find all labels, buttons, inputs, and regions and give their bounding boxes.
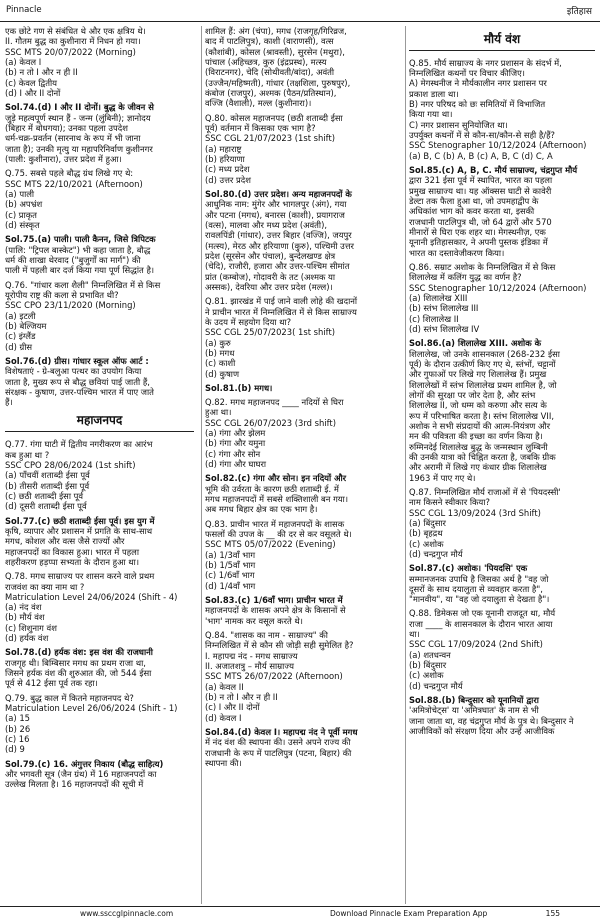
text-line: Q.78. मगध साम्राज्य पर शासन करने वाले प्रथम: [5, 571, 155, 582]
text-line: SSC CPO 28/06/2024 (1st shift): [5, 459, 136, 470]
text-line: Sol.88.(b) बिन्दुसार को यूनानियों द्वारा: [409, 695, 539, 706]
text-line: Sol.79.(c) 16. अंगुत्तर निकाय (बौद्ध साहित्य): [5, 758, 164, 769]
text-line: (b) न तो I और न ही II: [205, 692, 278, 703]
sol-79: [5, 759, 194, 790]
text-line: जिसने हर्यक वंश की शुरुआत की, जो 544 ईसा: [5, 668, 152, 679]
text-line: (a) बिंदुसार: [409, 517, 446, 528]
text-line: SSC MTS 26/07/2022 (Afternoon): [205, 671, 343, 682]
text-line: (विराटनगर), चेदि (सोथीवती/बांदा), अवंती: [205, 67, 335, 78]
text-line: (a) 1/3वाँ भाग: [205, 549, 256, 560]
text-line: (a) B, C (b) A, B (c) A, B, C (d) C, A: [409, 150, 553, 161]
text-line: SSC CGL 13/09/2024 (3rd Shift): [409, 507, 541, 518]
text-line: (a) महाराष्ट्र: [205, 143, 242, 154]
text-line: Q.85. मौर्य साम्राज्य के नगर प्रशासन के संदर्भ में,: [409, 57, 562, 68]
section-heading-mahajanapad: महाजनपद: [5, 413, 194, 432]
text-line: Sol.87.(c) अशोक। 'पियदसि' एक: [409, 563, 528, 574]
text-line: (c) शिलालेख II: [409, 313, 459, 324]
text-line: (b) 1/5वाँ भाग: [205, 560, 256, 571]
text-line: फसलों की उपज के __ की दर से कर वसूलते थे।: [205, 529, 352, 540]
footer-app-promo: Download Pinnacle Exam Preparation App: [330, 909, 488, 918]
text-line: (b) बिंदुसार: [409, 660, 447, 671]
section-heading-maurya: मौर्य वंश: [409, 32, 595, 51]
text-line: C) नगर प्रशासन सुनियोजित था।: [409, 119, 508, 130]
text-line: प्रांत (कम्बोज), गोदावरी के तट (अश्मक या: [205, 271, 336, 282]
text-line: (c) छठी शताब्दी ईसा पूर्व: [5, 490, 84, 501]
text-line: (c) प्राकृत: [5, 209, 37, 220]
text-line: II. अजातशत्रु – मौर्य साम्राज्य: [205, 661, 295, 672]
text-line: (d) स्तंभ शिलालेख IV: [409, 323, 480, 334]
text-line: जाता है, मुख्य रूप से बौद्ध छवियां पाई जाती हैं,: [5, 376, 150, 387]
text-line: (b) बेल्जियम: [5, 320, 47, 331]
text-line: में नंद वंश की स्थापना की। उसने अपने राज्य की: [205, 737, 351, 748]
text-line: Sol.85.(c) A, B, C. मौर्य साम्राज्य, चंद्रगुप्त मौर्य: [409, 165, 578, 176]
text-line: (उज्जैन/महिष्मती), गांधार (तक्षशिला, पुरुषपुर),: [205, 77, 351, 88]
text-line: SSC Stenographer 10/12/2024 (Afternoon): [409, 282, 587, 293]
text-line: (b) हरियाणा: [205, 153, 245, 164]
column-left: [2, 26, 197, 904]
text-line: (d) I और II दोनों: [5, 87, 61, 98]
text-line: डेल्टा तक फैला हुआ था, जो उपमहाद्वीप के: [409, 196, 539, 207]
sol-88: [409, 695, 595, 736]
text-line: प्रकाश डाला था।: [409, 88, 459, 99]
q81: [205, 296, 398, 379]
text-line: (c) 1/6वाँ भाग: [205, 570, 255, 581]
text-line: (a) केवल II: [205, 681, 244, 692]
text-line: की उनकी यात्रा को चिह्नित करता है, जबकि ग्रीक: [409, 451, 556, 462]
text-line: जाना जाता था, वह चंद्रगुप्त मौर्य के पुत्र थे। बिन्दुसार ने: [409, 715, 574, 726]
text-line: उल्लेख मिलता है। 16 महाजनपदों की सूची में: [5, 779, 144, 790]
text-line: Sol.83.(c) 1/6वाँ भाग। प्राचीन भारत में: [205, 595, 343, 606]
text-line: (d) चन्द्रगुप्त मौर्य: [409, 548, 463, 559]
sol-81: [205, 383, 398, 393]
sol-84: [205, 727, 398, 768]
text-line: द्वारा 321 ईसा पूर्व में स्थापित, भारत का पहला: [409, 175, 553, 186]
text-line: Matriculation Level 24/06/2024 (Shift - 4): [5, 591, 178, 602]
text-line: किया गया था।: [409, 109, 453, 120]
footer-url[interactable]: www.ssccglpinnacle.com: [80, 909, 174, 918]
sol-82: [205, 473, 398, 514]
page-header: [0, 0, 600, 22]
text-line: SSC CGL 26/07/2023 (3rd shift): [205, 417, 336, 428]
text-line: SSC MTS 22/10/2021 (Afternoon): [5, 178, 143, 189]
text-line: भूमि की उर्वरता के कारण छठी शताब्दी ई. में: [205, 483, 339, 494]
q76: [5, 280, 194, 352]
text-line: Sol.81.(b) मगध।: [205, 382, 273, 393]
text-line: महाजनपदों के शासक अपने क्षेत्र के किसानों से: [205, 605, 346, 616]
q79: [5, 693, 194, 755]
sol-78: [5, 647, 194, 688]
text-line: आजीविकों को संरक्षण दिया और उन्हें आजीविक: [409, 726, 555, 737]
text-line: Q.87. निम्नलिखित मौर्य राजाओं में से 'पियदस्सी': [409, 486, 561, 497]
text-line: "मानवीय", या "वह जो दयालुता से देखता है"।: [409, 594, 550, 605]
text-line: कब हुआ था ?: [5, 449, 50, 460]
text-line: पूर्व) के दौरान उत्कीर्ण किए गए थे, स्तंभों, चट्टानों: [409, 358, 556, 369]
text-line: Matriculation Level 26/06/2024 (Shift - 1): [5, 703, 178, 714]
text-line: शिलालेख में कलिंग युद्ध का वर्णन है?: [409, 272, 522, 283]
text-line: रूप में परिभाषित करता है। स्तंभ शिलालेख VII,: [409, 410, 555, 421]
text-line: (c) शिशुनाग वंश: [5, 622, 57, 633]
text-line: अब मगध बिहार क्षेत्र का एक भाग है।: [205, 504, 318, 515]
text-line: नाम किसने स्वीकार किया?: [409, 497, 490, 508]
text-line: उपर्युक्त कथनों में से कौन-सा/कौन-से सही है/हैं?: [409, 130, 556, 141]
text-line: हुआ था।: [205, 407, 232, 418]
text-line: Q.82. मगध महाजनपद ____ नदियों से घिरा: [205, 397, 344, 408]
text-line: (चेदि), राजौरी, हजारा और उत्तर-पश्चिम सीमांत: [205, 261, 350, 272]
q83: [205, 519, 398, 591]
text-line: (c) I और II दोनों: [205, 702, 260, 713]
text-line: Sol.78.(d) हर्यक वंश: इस वंश की राजधानी: [5, 647, 153, 658]
text-line: (d) चन्द्रगुप्त मौर्य: [409, 680, 463, 691]
text-line: सम्मानजनक उपाधि है जिसका अर्थ है "वह जो: [409, 573, 549, 584]
text-line: (c) काशी: [205, 358, 236, 369]
q86: [409, 262, 595, 334]
text-line: पूर्व) वर्तमान में किसका एक भाग है?: [205, 122, 316, 133]
text-line: अधिकांश भाग को कवर करता था, इसकी: [409, 206, 535, 217]
text-line: यूरोपीय राष्ट्र की कला से प्रभावित थी?: [5, 289, 119, 300]
text-line: बाद में पाटलिपुत्र), काशी (वाराणसी), वत्स: [205, 36, 334, 47]
text-line: (c) इंग्लैंड: [5, 331, 36, 342]
q85: [409, 58, 595, 161]
text-line: (b) मगध: [205, 347, 235, 358]
text-line: 'अमित्रोचेट्स' या 'अमित्रघात' के नाम से भी: [409, 705, 539, 716]
sol-87: [409, 563, 595, 604]
text-line: (बिहार में बोधगया); उनका पहला उपदेश: [5, 122, 128, 133]
text-line: पांचाल (अहिच्छत्र, कुरु (इंद्रप्रस्थ), मत्स्य: [205, 56, 327, 67]
text-line: (c) मध्य प्रदेश: [205, 164, 250, 175]
text-line: (a) 15: [5, 713, 30, 724]
text-line: (a) नंद वंश: [5, 602, 42, 613]
text-line: Q.83. प्राचीन भारत में महाजनपदों के शासक: [205, 518, 345, 529]
text-line: (c) अशोक: [409, 538, 444, 549]
text-line: आधुनिक नाम: मुंगेर और भागलपुर (अंग), गया: [205, 199, 347, 210]
text-line: शिलालेखों में स्तंभ शिलालेख प्रथम शामिल है, जो: [409, 379, 557, 390]
text-line: (b) गंगा और यमुना: [205, 438, 266, 449]
text-line: (मत्स्य), मेरठ और हरियाणा (कुरु), पश्चिमी उत्तर: [205, 240, 354, 251]
subject-title: इतिहास: [566, 7, 592, 17]
text-line: Q.81. झारखंड में पाई जाने वाली लोहे की खदानों: [205, 296, 358, 307]
q87: [409, 487, 595, 559]
sol-74: [5, 102, 194, 164]
q78: [5, 571, 194, 643]
text-line: महाजनपदों का विकास हुआ। भारत में पहला: [5, 546, 140, 557]
page-number: 155: [545, 909, 560, 918]
text-line: जाता है); उनकी मृत्यु या महापरिनिर्वाण कुशीनगर: [5, 143, 153, 154]
text-line: (a) शिलालेख XIII: [409, 292, 468, 303]
sol-86: [409, 338, 595, 483]
text-line: (b) न तो I और न ही II: [5, 67, 78, 78]
text-line: 'भाग' नामक कर वसूल करते थे।: [205, 615, 303, 626]
text-line: Sol.74.(d) I और II दोनों। बुद्ध के जीवन से: [5, 102, 154, 113]
text-line: (c) केवल द्वितीय: [5, 77, 58, 88]
text-line: Q.79. बुद्ध काल में कितने महाजनपद थे?: [5, 692, 134, 703]
text-line: लोगों की सुरक्षा पर जोर देता है, और स्तंभ: [409, 389, 536, 400]
text-line: Q.80. कोसल महाजनपद (छठी शताब्दी ईसा: [205, 112, 343, 123]
text-line: राजा ____ के शासनकाल के दौरान भारत आया: [409, 618, 553, 629]
text-line: (d) दूसरी शताब्दी ईसा पूर्व: [5, 501, 87, 512]
text-line: रुम्मिनदेई शिलालेख बुद्ध के जन्मस्थान लुम्बिनी: [409, 441, 548, 452]
text-line: II. गौतम बुद्ध का कुशीनारा में निधन हो गया।: [5, 36, 141, 47]
text-line: SSC MTS 20/07/2022 (Morning): [5, 46, 136, 57]
text-line: मीनारों से घिरा एक शहर था। मेगस्थनीज़, एक: [409, 227, 546, 237]
text-line: Q.88. डिमेकस जो एक यूनानी राजदूत था, मौर्य: [409, 608, 556, 619]
text-line: Sol.82.(c) गंगा और सोन। इन नदियों और: [205, 473, 347, 484]
sol-76: [5, 356, 194, 408]
brand-name: Pinnacle: [6, 5, 42, 15]
text-line: Q.77. गंगा घाटी में द्वितीय नगरीकरण का आरंभ: [5, 439, 153, 450]
text-line: शिलालेख II, जो धम्म को करुणा और सत्य के: [409, 400, 547, 411]
text-line: और भगवती सूत्र (जैन ग्रंथ) में 16 महाजनपदों का: [5, 769, 157, 780]
text-line: प्रदेश (सूरसेन और पंचाल), बुन्देलखण्ड क्षेत्र: [205, 250, 336, 261]
q84: [205, 630, 398, 723]
text-line: Q.76. "गांधार कला शैली" निम्नलिखित में से किस: [5, 279, 161, 290]
sol-80: [205, 189, 398, 292]
text-line: रावलपिंडी (गांधार), उत्तर बिहार (वज्जि), जयपुर: [205, 230, 352, 241]
text-line: एक छोटे गण से संबंधित थे और एक क्षत्रिय थे।: [5, 26, 146, 36]
text-line: निम्नलिखित कथनों पर विचार कीजिए।: [409, 68, 525, 79]
text-line: (d) संस्कृत: [5, 219, 40, 230]
text-line: (a) गंगा और झेलम: [205, 428, 266, 439]
text-line: अशोक ने सभी संप्रदायों की आत्म-नियंत्रण और: [409, 420, 550, 431]
q75: [5, 168, 194, 230]
text-line: (a) शतधन्वन: [409, 649, 451, 660]
text-line: स्थापना की।: [205, 757, 242, 768]
text-line: Sol.86.(a) शिलालेख XIII. अशोक के: [409, 338, 541, 349]
text-line: Sol.76.(d) ग्रीस। गांधार स्कूल ऑफ आर्ट :: [5, 355, 149, 366]
text-line: और गुफाओं पर लिखे गए शिलालेख हैं। प्रमुख: [409, 369, 547, 380]
text-line: यूनानी इतिहासकार, ने अपनी पुस्तक इंडिका में: [409, 237, 548, 248]
text-line: (c) अशोक: [409, 670, 444, 681]
text-line: धर्म-चक्र-प्रवर्तन (सारनाथ के रूप में भी जाना: [5, 133, 141, 144]
text-line: Q.86. सम्राट अशोक के निम्नलिखित में से किस: [409, 261, 556, 272]
text-line: वज्जि (वैशाली), मल्ल (कुशीनारा)।: [205, 98, 312, 109]
text-line: अस्सक), देवरिया और उत्तर प्रदेश (मल्ल)।: [205, 281, 333, 292]
text-line: राजधानी के रूप में पाटलिपुत्र (पटना, बिहार) की: [205, 747, 352, 758]
text-line: (d) 1/4वाँ भाग: [205, 580, 256, 591]
text-line: था।: [409, 629, 420, 640]
text-line: (c) गंगा और सोन: [205, 448, 261, 459]
text-line: भारत का दस्तावेजीकरण किया।: [409, 247, 505, 258]
page-footer: [0, 906, 600, 921]
text-line: (वत्स), मालवा और मध्य प्रदेश (अवंती),: [205, 219, 328, 230]
text-line: के उदय में सहयोग दिया था?: [205, 316, 292, 327]
text-line: मन की पवित्रता की इच्छा का वर्णन किया है।: [409, 431, 543, 442]
text-line: SSC CGL 21/07/2023 (1st shift): [205, 133, 335, 144]
text-line: और पटना (मगध), बनारस (काशी), प्रयागराज: [205, 209, 345, 220]
text-line: SSC CGL 25/07/2023( 1st shift): [205, 327, 335, 338]
text-line: हैं।: [5, 397, 13, 408]
text-line: कृषि, व्यापार और प्रशासन में प्रगति के साथ-साथ: [5, 525, 153, 536]
text-line: पाली में पहली बार दर्ज किया गया पूर्ण सिद्धांत है।: [5, 265, 155, 276]
sol-75: [5, 234, 194, 275]
text-line: शामिल हैं: अंग (चंपा), मगध (राजगृह/गिरिव्रज,: [205, 26, 347, 36]
text-line: (b) अपभ्रंश: [5, 199, 43, 210]
text-line: प्रमुख साम्राज्य था। यह ऑक्सस घाटी से कावेरी: [409, 185, 552, 196]
text-line: (a) पाँचवीं शताब्दी ईसा पूर्व: [5, 470, 90, 481]
sol-79-cont: [205, 26, 398, 109]
text-line: (d) उत्तर प्रदेश: [205, 174, 251, 185]
text-line: विशेषताएं - ग्रे-बलुआ पत्थर का उपयोग किया: [5, 366, 142, 377]
text-line: संरक्षक - कुषाण, उत्तर-पश्चिम भारत में पाए जाते: [5, 386, 154, 397]
text-line: (पालि: "ट्रिपल बास्केट") भी कहा जाता है, बौद्ध: [5, 244, 151, 255]
text-line: मगध महाजनपदों में सबसे शक्तिशाली बन गया।: [205, 494, 349, 505]
text-line: Sol.77.(c) छठी शताब्दी ईसा पूर्व। इस युग में: [5, 515, 155, 526]
text-line: (कौशांबी), कोसल (श्रावस्ती), सुरसेन (मथुरा),: [205, 46, 345, 57]
text-line: ने प्राचीन भारत में निम्नलिखित में से किस साम्राज्य: [205, 306, 357, 317]
text-line: धर्म की शाखा थेरवाद ("बुजुर्गों का मार्ग") की: [5, 254, 141, 265]
q82: [205, 397, 398, 469]
text-line: (b) स्तंभ शिलालेख III: [409, 303, 479, 314]
text-line: शहरीकरण हड़प्पा सभ्यता के दौरान हुआ था।: [5, 556, 139, 567]
text-line: (b) बृहद्रथ: [409, 528, 443, 539]
text-line: कंबोज (राजपुर), अश्मक (पैठन/प्रतिस्थान),: [205, 87, 337, 98]
text-line: (b) 26: [5, 723, 31, 734]
text-line: (d) गंगा और घाघरा: [205, 459, 267, 470]
column-middle: [201, 26, 401, 904]
text-line: SSC MTS 05/07/2022 (Evening): [205, 539, 336, 550]
text-line: (b) तीसरी शताब्दी ईसा पूर्व: [5, 480, 90, 491]
text-line: (a) केवल I: [5, 56, 42, 67]
text-line: Sol.84.(d) केवल I। महापद्म नंद ने पूर्वी मगध: [205, 727, 358, 737]
text-line: शिलालेख, जो उनके शासनकाल (268-232 ईसा: [409, 348, 560, 359]
text-line: मगध, कोशल और वत्स जैसे राज्यों और: [5, 536, 125, 547]
text-line: (d) ग्रीस: [5, 341, 33, 352]
q74-tail: [5, 26, 194, 98]
text-line: Sol.80.(d) उत्तर प्रदेश। अन्य महाजनपदों के: [205, 188, 352, 199]
sol-83: [205, 595, 398, 626]
sol-85: [409, 165, 595, 258]
text-line: Sol.75.(a) पाली। पाली कैनन, जिसे त्रिपिटक: [5, 234, 156, 245]
text-line: पूर्व से 412 ईसा पूर्व तक रहा।: [5, 678, 98, 689]
text-line: (d) कुषाण: [205, 368, 240, 379]
text-line: (b) मौर्य वंश: [5, 612, 45, 623]
q80: [205, 113, 398, 185]
text-line: (d) हर्यक वंश: [5, 633, 49, 644]
text-line: 1963 में पाए गए थे।: [409, 472, 476, 483]
text-line: I. महापद्म नंद - मगध साम्राज्य: [205, 650, 298, 661]
q88: [409, 608, 595, 691]
text-line: B) नगर परिषद को छः समितियों में विभाजित: [409, 99, 546, 110]
text-line: (पाली: कुशीनारा), उत्तर प्रदेश में हुआ।: [5, 153, 122, 164]
text-line: SSC CGL 17/09/2024 (2nd Shift): [409, 639, 543, 650]
text-line: राजवंश का क्या नाम था ?: [5, 581, 85, 592]
text-line: निम्नलिखित में से कौन सी जोड़ी सही सुमेलित है?: [205, 640, 354, 651]
text-line: SSC CPO 23/11/2020 (Morning): [5, 300, 136, 311]
text-line: SSC Stenographer 10/12/2024 (Afternoon): [409, 140, 587, 151]
q77: [5, 439, 194, 511]
text-line: राजगृह थी। बिम्बिसार मगध का प्रथम राजा था,: [5, 657, 146, 668]
text-line: और अरामी में लिखे गए कंधार ग्रीक शिलालेख: [409, 462, 547, 473]
text-line: (d) केवल I: [205, 712, 242, 723]
text-line: (c) 16: [5, 734, 30, 745]
column-right: [405, 26, 598, 904]
text-line: जुड़े महत्वपूर्ण स्थान हैं - जन्म (लुंबिनी); ज्ञानोदय: [5, 112, 151, 123]
text-line: (a) पाली: [5, 188, 35, 199]
text-line: (d) 9: [5, 744, 25, 755]
text-line: (a) इटली: [5, 310, 36, 321]
text-line: Q.75. सबसे पहले बौद्ध ग्रंथ लिखे गए थे:: [5, 168, 134, 179]
text-line: Q.84. "शासक का नाम - साम्राज्य" की: [205, 630, 328, 641]
text-line: दूसरों के साथ दयालुता से व्यवहार करता है",: [409, 583, 543, 594]
text-line: A) मेगस्थनीज ने मौर्यकालीन नगर प्रशासन पर: [409, 78, 547, 89]
text-line: राजधानी पाटलिपुत्र थी, जो 64 द्वारों और 570: [409, 216, 552, 227]
sol-77: [5, 516, 194, 568]
text-line: (a) कुरु: [205, 337, 231, 348]
